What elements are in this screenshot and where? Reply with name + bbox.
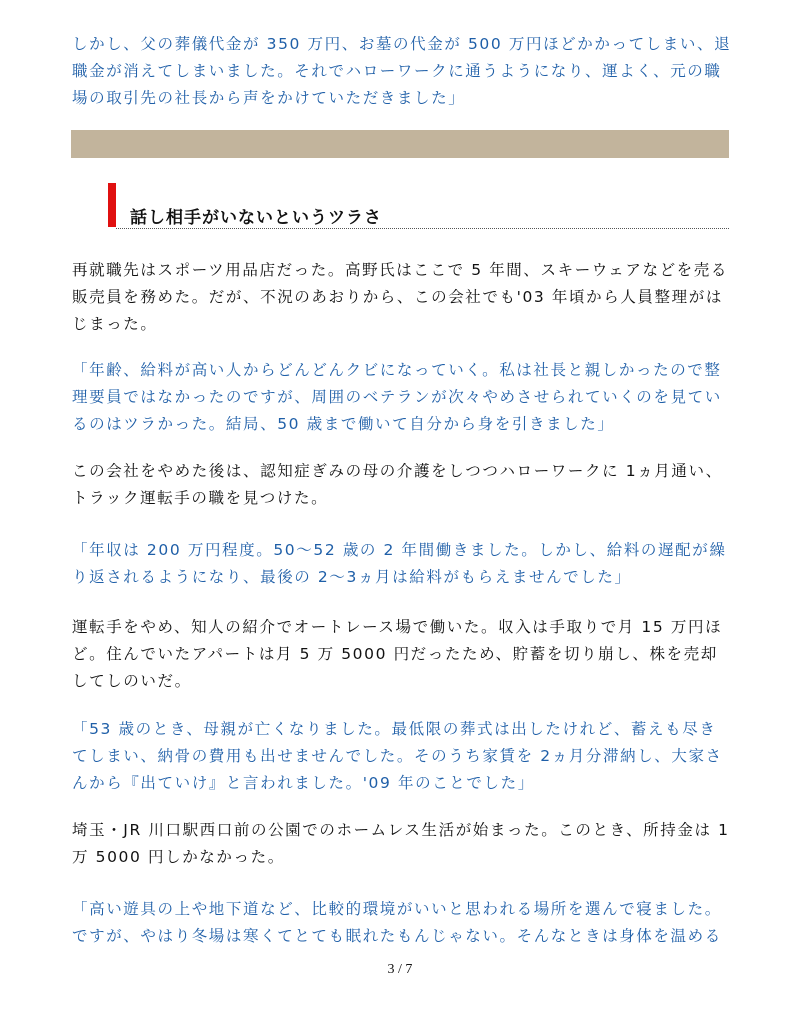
- quote-paragraph-mother-death: 「53 歳のとき、母親が亡くなりました。最低限の葬式は出したけれど、蓄えも尽きてしまい、納骨の費用も出せませんでした。そのうち家賃を 2ヵ月分滞納し、大家さんから『出ていけ』と言われました。'09 年のことでした」: [72, 720, 723, 792]
- section-divider-band: [71, 130, 729, 158]
- heading-accent-bar: [108, 183, 116, 227]
- section-heading: 話し相手がいないというツラさ: [130, 208, 382, 228]
- body-paragraph-auto-race: 運転手をやめ、知人の紹介でオートレース場で働いた。収入は手取りで月 15 万円ほど。住んでいたアパートは月 5 万 5000 円だったため、貯蓄を切り崩し、株を売却してしのいだ。: [72, 618, 723, 690]
- page-number: 3 / 7: [387, 962, 413, 977]
- quote-paragraph-sleeping-places: 「高い遊具の上や地下道など、比較的環境がいいと思われる場所を選んで寝ました。ですが、やはり冬場は寒くてとても眠れたもんじゃない。そんなときは身体を温める: [72, 900, 722, 945]
- quote-paragraph-retirement-money: しかし、父の葬儀代金が 350 万円、お墓の代金が 500 万円ほどかかってしまい、退職金が消えてしまいました。それでハローワークに通うようになり、運よく、元の職場の取引先の社長から声をかけていただきました」: [72, 35, 732, 107]
- body-paragraph-homeless-start: 埼玉・JR 川口駅西口前の公園でのホームレス生活が始まった。このとき、所持金は 1 万 5000 円しかなかった。: [72, 821, 730, 866]
- body-paragraph-truck-driver: この会社をやめた後は、認知症ぎみの母の介護をしつつハローワークに 1ヵ月通い、トラック運転手の職を見つけた。: [72, 462, 723, 507]
- quote-paragraph-layoffs: 「年齢、給料が高い人からどんどんクビになっていく。私は社長と親しかったので整理要員ではなかったのですが、周囲のベテランが次々やめさせられていくのを見ているのはツラかった。結局、50 歳まで働いて自分から身を引きました」: [72, 361, 722, 433]
- section-heading-block: [108, 183, 729, 229]
- heading-dotted-rule: [116, 228, 729, 229]
- body-paragraph-sports-store: 再就職先はスポーツ用品店だった。高野氏はここで 5 年間、スキーウェアなどを売る販売員を務めた。だが、不況のあおりから、この会社でも'03 年頃から人員整理がはじまった。: [72, 261, 728, 333]
- quote-paragraph-annual-income: 「年収は 200 万円程度。50～52 歳の 2 年間働きました。しかし、給料の遅配が繰り返されるようになり、最後の 2～3ヵ月は給料がもらえませんでした」: [72, 541, 727, 586]
